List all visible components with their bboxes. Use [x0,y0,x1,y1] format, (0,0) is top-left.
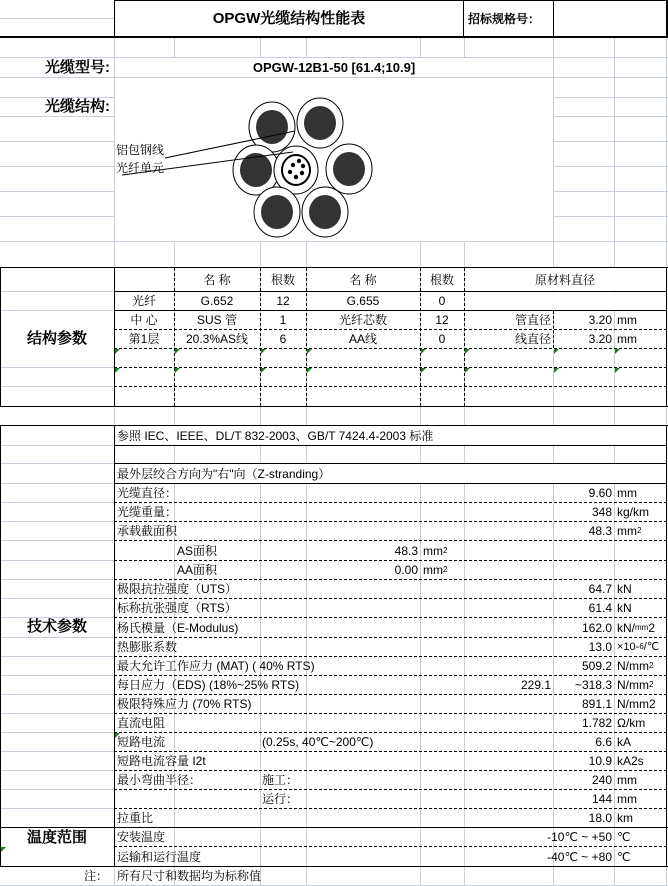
gridline [0,386,114,387]
struct-row-count1: 1 [279,313,287,327]
temp-row-value: -10℃ ~ +50 [547,830,612,844]
tech-row-condition: (0.25s, 40℃~200℃) [262,735,374,749]
cable-structure-label: 光缆结构: [45,98,110,115]
gridline [0,751,114,752]
row-dash [114,386,667,387]
tech-row-value: 61.4 [588,601,612,615]
standard-reference: 参照 IEC、IEEE、DL/T 832-2003、GB/T 7424.4-2003 标准 [117,428,434,443]
tech-row-label: 极限抗拉强度（UTS） [117,582,238,596]
gridline [0,191,114,192]
col-header-count2: 根数 [429,272,454,287]
tech-row-value: 348 [591,505,612,519]
tech-row-label: AS面积 [177,543,218,558]
gridline [0,540,114,541]
gridline [0,713,114,714]
gridline [0,502,114,503]
cell-note-marker [421,368,426,373]
gridline [614,37,615,886]
tech-row-label: 极限特殊应力 (70% RTS) [117,697,252,711]
section-border [114,425,115,867]
tech-row-label: 直流电阻 [117,716,166,730]
tech-row-unit: N/mm2 [617,697,656,711]
gridline [0,116,114,117]
cell-note-marker [554,368,559,373]
page-title: OPGW光缆结构性能表 [212,10,366,27]
gridline [553,116,668,117]
tech-row-value: 10.9 [588,754,612,768]
tech-row-value: 64.7 [588,582,612,596]
tech-row-value: 509.2 [581,659,612,673]
note-text: 所有尺寸和数据均为标称值 [117,869,262,883]
gridline [0,483,114,484]
tech-row-label: AA面积 [177,563,218,577]
tech-row-value: ~318.3 [574,678,612,692]
struct-row-count1: 12 [276,294,290,308]
section-border [0,425,1,867]
cable-model-label: 光缆型号: [45,59,110,76]
cell-note-marker [465,349,470,354]
cable-model-value: OPGW-12B1-50 [61.4;10.9] [252,60,416,75]
temp-row-unit: ℃ [617,849,631,864]
title-bottom-border [0,36,668,38]
tech-row-unit: mm 2 [423,563,448,577]
diagram-label-fiber-unit: 光纤单元 [116,161,165,175]
cell-note-marker [615,368,620,373]
cell-note-marker [175,368,180,373]
cell-note-marker [115,368,120,373]
gridline [0,598,114,599]
gridline [0,18,114,19]
tech-row-value: 891.1 [581,697,612,711]
gridline [0,656,114,657]
gridline [0,310,114,311]
struct-row-count2: 0 [438,332,446,346]
struct-row-name2: G.655 [346,294,380,308]
gridline [0,694,114,695]
struct-row-count2: 12 [435,313,449,327]
temp-row-label: 安装温度 [117,830,166,844]
tech-row-unit: mm [617,486,637,500]
struct-row-count2: 0 [438,294,446,308]
temperature-label: 温度范围 [26,828,87,846]
tech-row-value-low: 229.1 [520,678,551,692]
tech-params-label: 技术参数 [26,618,87,635]
tech-row-unit: kN [617,601,632,615]
cell-note-marker [554,349,559,354]
col-header-raw-dia: 原材料直径 [534,272,595,287]
struct-row-name1: G.652 [200,294,234,308]
tech-row-label: 每日应力（EDS) (18%~25% RTS) [117,678,300,692]
struct-row-dia-unit: mm [617,313,637,327]
gridline [0,141,114,142]
tech-row-label: 最小弯曲半径： [117,773,202,787]
tech-row-value: 0.00 [394,563,418,577]
gridline [0,808,114,809]
struct-row-dia-value: 3.20 [588,313,612,327]
tech-row-label: 最大允许工作应力 (MAT) ( 40% RTS) [117,659,315,673]
gridline [0,560,114,561]
row-dash [114,367,667,368]
gridline [553,216,668,217]
struct-row-dia-label: 线直径 [514,332,551,346]
tech-row-label: 拉重比 [117,811,154,825]
tech-row-unit: kA [617,735,632,749]
tech-row-value: 13.0 [588,640,612,654]
gridline [0,216,114,217]
struct-row-dia-label: 管直径 [514,313,551,327]
tech-row-label: 短路电流 [117,735,166,749]
gridline [0,291,114,292]
struct-row-dia-value: 3.20 [588,332,612,346]
struct-row-name1: 20.3%AS线 [185,332,249,346]
tender-value-field[interactable] [555,1,665,36]
tech-row-unit: mm 2 [617,524,642,538]
tech-row-label: 光缆直径： [117,486,178,500]
cell-note-marker [307,349,312,354]
struct-row-label: 第1层 [128,332,160,346]
temp-row-value: -40℃ ~ +80 [547,849,612,864]
gridline [553,166,668,167]
struct-row-label: 光纤 [131,294,156,308]
gridline [0,463,114,464]
tech-row-label: 承载截面积 [117,524,178,538]
struct-row-name2: AA线 [348,332,377,346]
gridline [0,637,114,638]
gridline [0,367,114,368]
cell-note-marker [1,847,6,852]
tech-row-unit: kg/km [617,505,650,519]
cell-note-marker [261,368,266,373]
struct-row-name1: SUS 管 [196,313,237,327]
structure-params-label: 结构参数 [26,330,87,347]
tech-row-unit: kA2s [617,754,644,768]
tech-row-unit: mm [617,773,637,787]
col-header-name2: 名 称 [349,272,377,287]
gridline [0,789,114,790]
section-border [666,425,667,867]
tech-row-value: 144 [591,792,612,806]
tech-row-value: 162.0 [581,620,612,635]
struct-row-name2: 光纤芯数 [338,313,387,327]
gridline [0,166,114,167]
tech-row-unit: mm [617,792,637,806]
cell-note-marker [421,349,426,354]
tech-row-sub-label: 施工： [262,773,299,787]
tech-row-unit: km [617,811,633,825]
cell-note-marker [261,349,266,354]
col-header-name1: 名 称 [203,272,231,287]
struct-row-count1: 6 [279,332,287,346]
gridline [553,191,668,192]
tender-label: 招标规格号： [468,11,541,26]
struct-row-dia-unit: mm [617,332,637,346]
cell-note-marker [115,349,120,354]
title-border [553,0,554,37]
gridline [553,97,668,98]
tech-row-label: 标称抗张强度（RTS） [117,601,237,615]
gridline [0,770,114,771]
tech-row-value: 18.0 [588,811,612,825]
tech-row-value: 9.60 [588,486,612,500]
tech-row-value: 6.6 [595,735,612,749]
tech-row-unit: kN [617,582,632,596]
struct-row-label: 中 心 [130,313,158,327]
cell-note-marker [615,349,620,354]
tech-row-label: 光缆重量： [117,505,178,519]
gridline [0,521,114,522]
tech-row-value: 1.782 [581,716,612,730]
section-border [0,406,668,407]
temp-row-label: 运输和运行温度 [117,849,202,864]
cell-note-marker [307,368,312,373]
tech-row-value: 48.3 [394,543,418,558]
tech-row-sub-label: 运行： [262,792,299,806]
temp-row-unit: ℃ [617,830,631,844]
stranding-direction: 最外层绞合方向为"右"向（Z-stranding） [117,466,331,481]
col-header-count1: 根数 [270,272,295,287]
tech-row-unit: ×10- 6 /℃ [617,640,660,653]
cell-note-marker [465,368,470,373]
note-label: 注： [83,869,108,883]
cell-note-marker [175,349,180,354]
diagram-label-steel-wire: 铝包钢线 [116,143,165,157]
tech-row-value: 240 [591,773,612,787]
row-dash [114,348,667,349]
tech-row-label: 热膨胀系数 [117,640,178,654]
tech-row-unit: mm 2 [423,543,448,558]
gridline [0,732,114,733]
row-border [114,445,667,446]
tech-row-unit: N/mm 2 [617,659,654,673]
tech-row-label: 短路电流容量 I2t [117,754,206,768]
title-border [463,0,464,37]
tech-row-unit: N/mm 2 [617,678,654,692]
tech-row-unit: Ω/km [617,716,646,730]
gridline [0,579,114,580]
tech-row-label: 杨氏模量（E-Modulus) [117,620,239,635]
fiber-row-merge-bg [465,292,666,310]
tech-row-unit: kN/ mm 2 [617,620,656,635]
tech-row-value: 48.3 [588,524,612,538]
gridline [0,675,114,676]
gridline [553,141,668,142]
